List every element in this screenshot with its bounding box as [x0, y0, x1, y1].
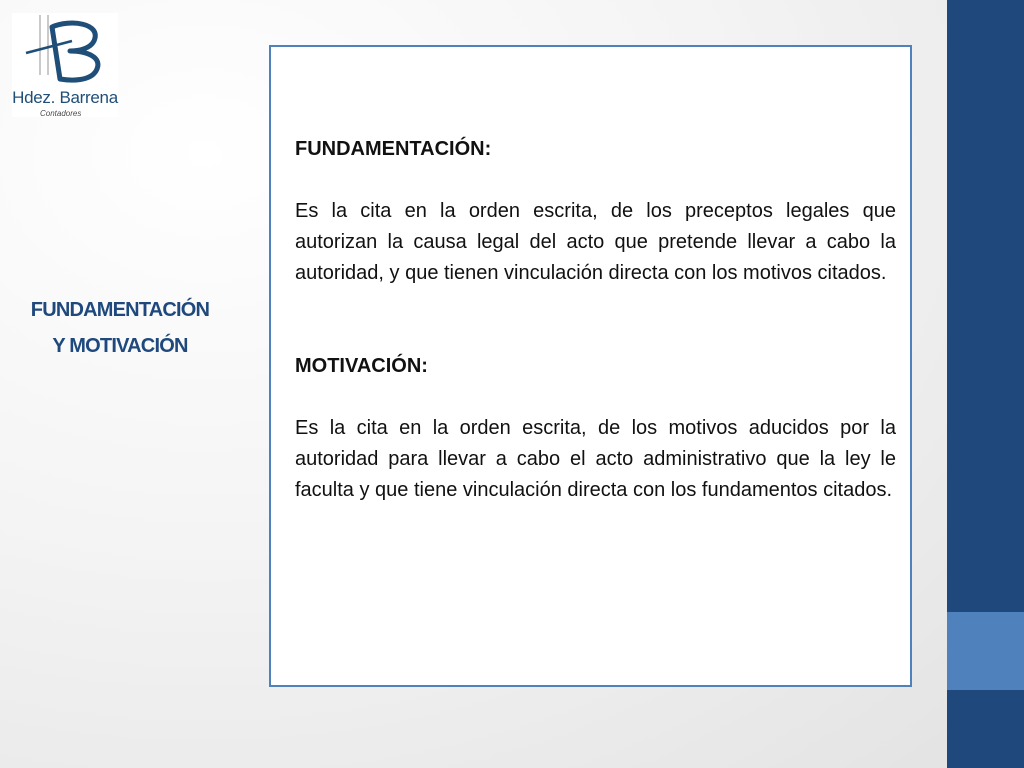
slide-title-line2: Y MOTIVACIÓN [52, 335, 188, 357]
spacer [295, 289, 896, 351]
section-heading-fundamentacion: FUNDAMENTACIÓN: [295, 138, 492, 160]
logo-subtitle: Contadores [40, 109, 82, 118]
section-body-motivacion: Es la cita en la orden escrita, de los motivos aducidos por la autoridad para llevar a cabo el acto administrativo que la ley le faculta y que tiene vinculación directa con los fundamentos citados. [295, 417, 896, 501]
content-text [295, 134, 896, 506]
sidebar-accent [947, 612, 1024, 690]
slide-title [0, 292, 240, 364]
section-heading-motivacion: MOTIVACIÓN: [295, 355, 428, 377]
slide-title-line1: FUNDAMENTACIÓN [30, 299, 210, 321]
spacer [295, 382, 896, 413]
section-body-fundamentacion: Es la cita en la orden escrita, de los preceptos legales que autorizan la causa legal del acto que pretende llevar a cabo la autoridad, y que tienen vinculación directa con los motivos citados. [295, 200, 896, 284]
company-logo [12, 13, 118, 117]
logo-name: Hdez. Barrena [12, 88, 118, 107]
spacer [295, 165, 896, 196]
logo-monogram-icon [12, 13, 118, 93]
